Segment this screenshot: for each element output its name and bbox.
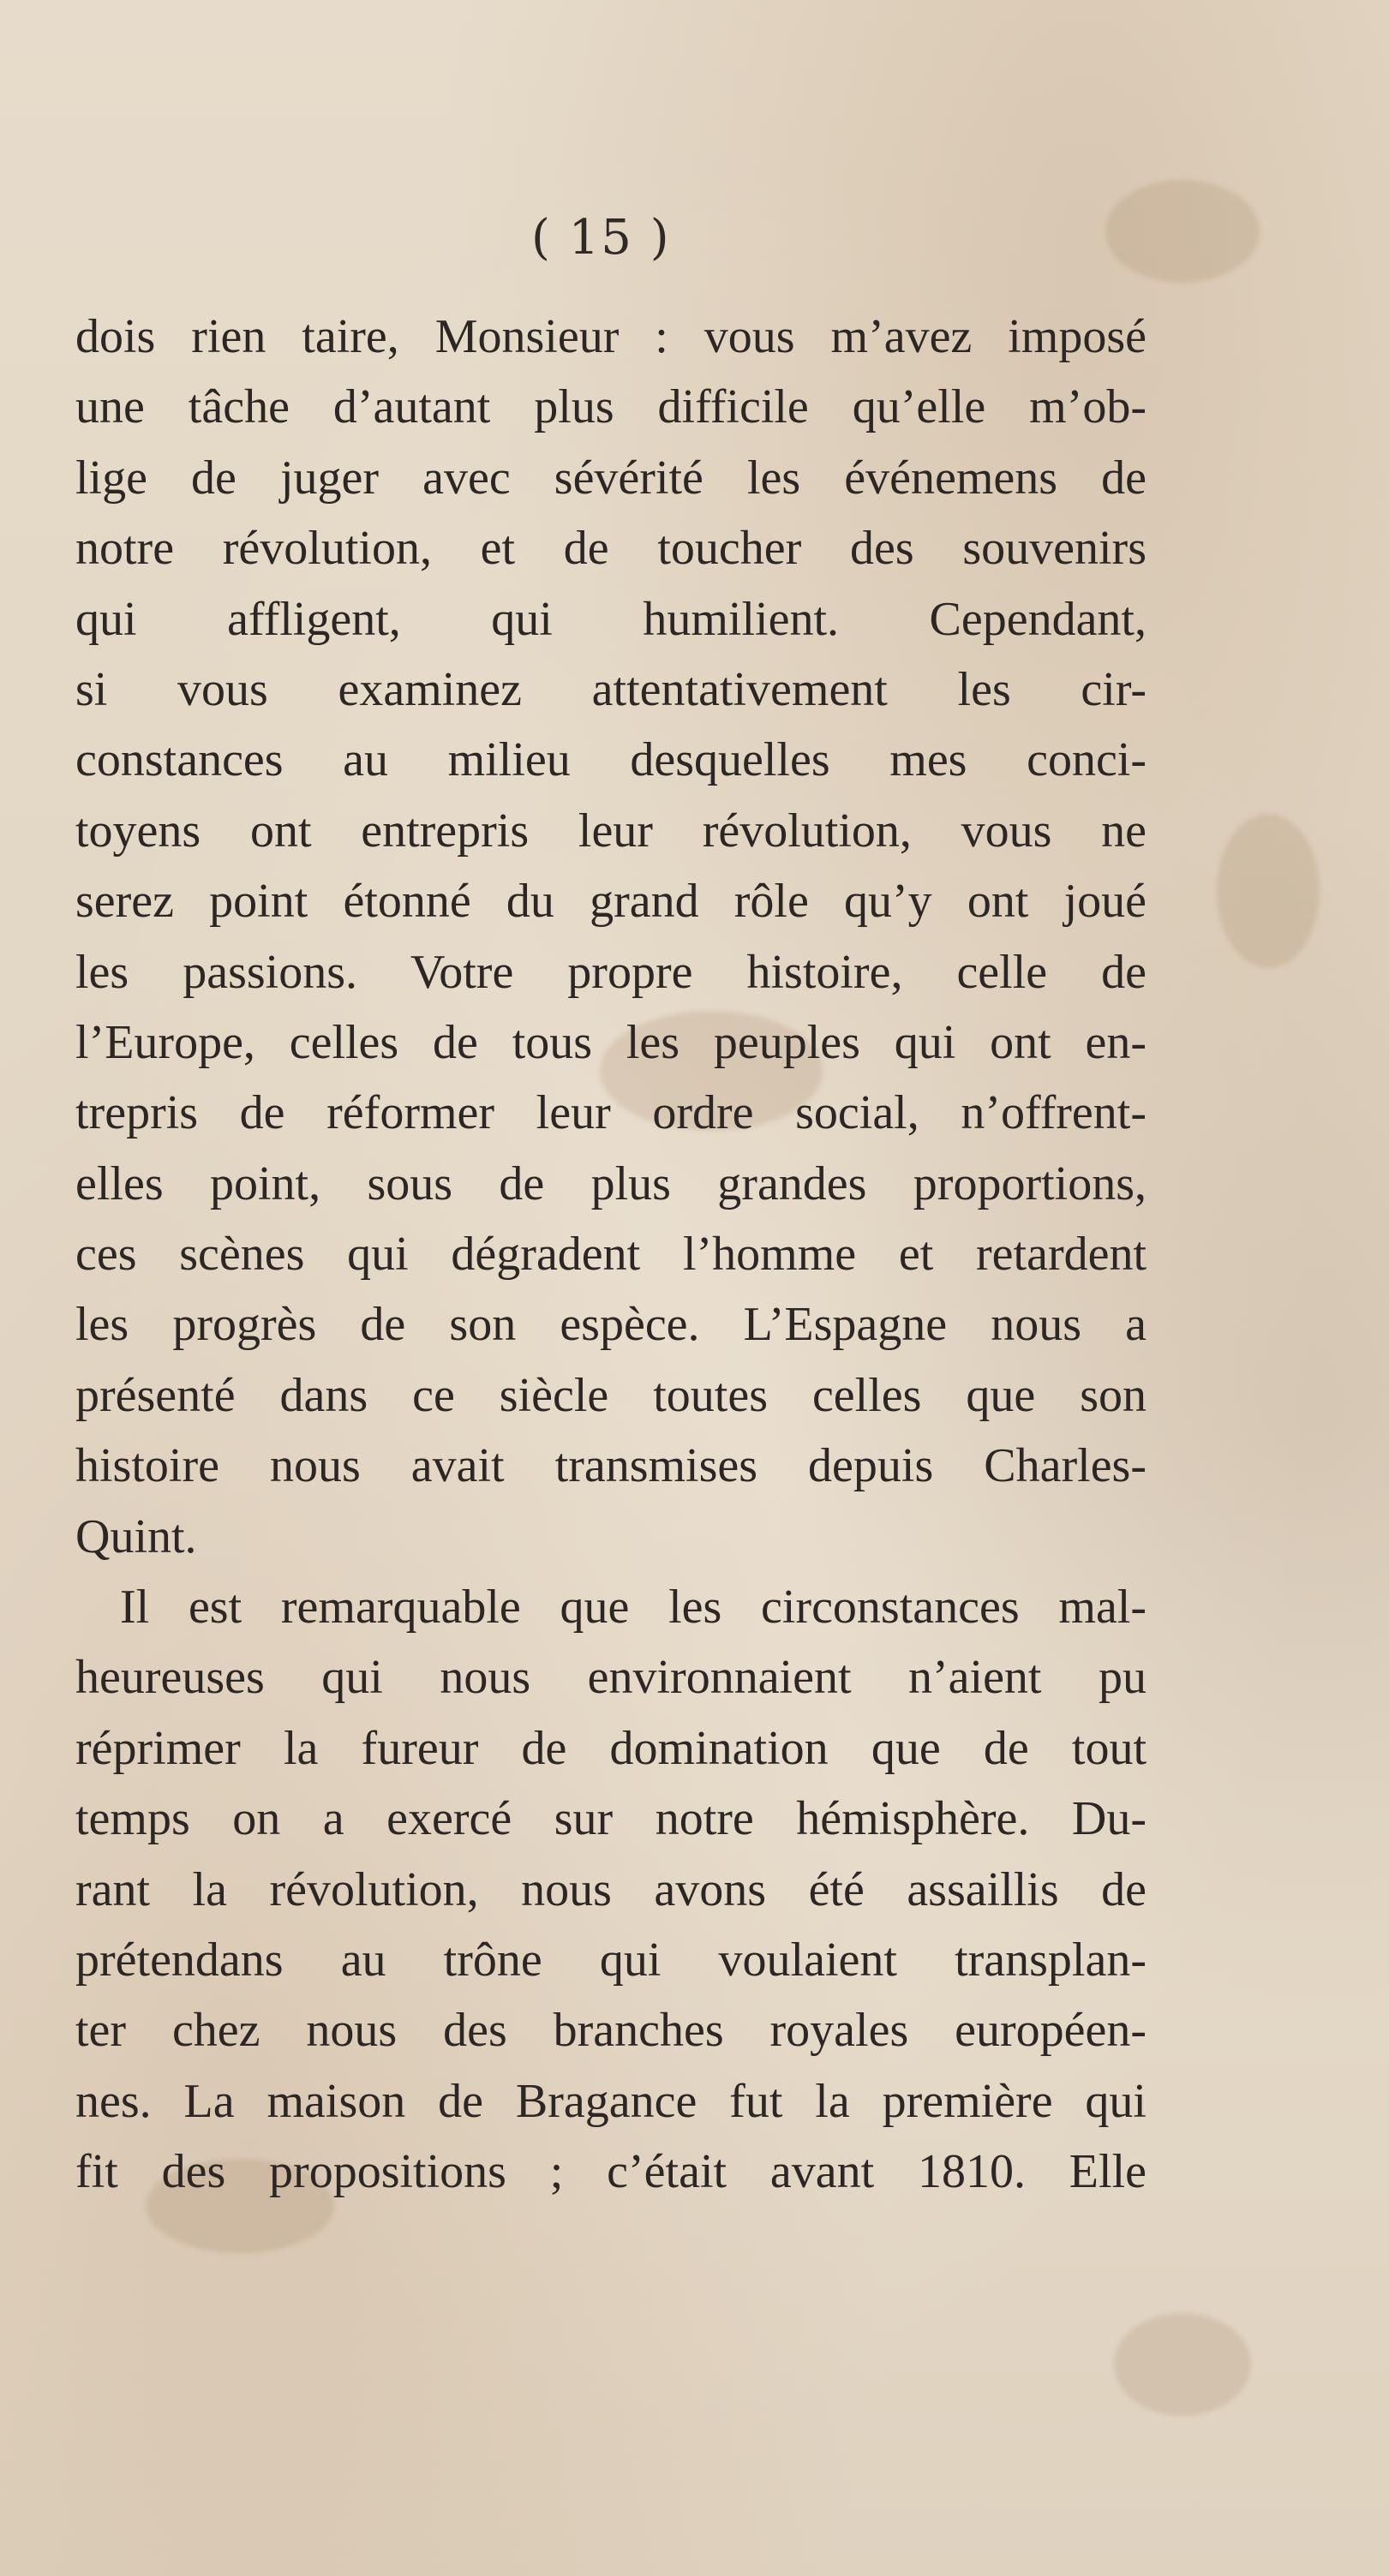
text-line: dois rien taire, Monsieur : vous m’avez imposé — [75, 310, 1147, 363]
paragraph — [75, 302, 1147, 1572]
text-line: une tâche d’autant plus difficile qu’elle m’ob- — [75, 380, 1147, 434]
text-line: Il est remarquable que les circonstances mal- — [120, 1581, 1147, 1635]
text-line: elles point, sous de plus grandes proportions, — [75, 1157, 1147, 1210]
text-line: Quint. — [75, 1509, 197, 1563]
text-line: les progrès de son espèce. L’Espagne nous a — [75, 1298, 1147, 1352]
text-line: toyens ont entrepris leur révolution, vous ne — [75, 804, 1147, 858]
text-line: lige de juger avec sévérité les événemens de — [75, 451, 1147, 505]
text-line: ter chez nous des branches royales européen- — [75, 2004, 1147, 2058]
text-line: présenté dans ce siècle toutes celles que son — [75, 1368, 1147, 1422]
page-number: ( 15 ) — [531, 210, 671, 266]
text-line: heureuses qui nous environnaient n’aient pu — [75, 1651, 1147, 1705]
paper-stain — [1217, 814, 1320, 968]
text-line: prétendans au trône qui voulaient transplan- — [75, 1933, 1147, 1987]
text-line: réprimer la fureur de domination que de tout — [75, 1721, 1147, 1775]
text-line: nes. La maison de Bragance fut la première qui — [75, 2074, 1147, 2128]
paper-stain — [1105, 180, 1260, 283]
paper-stain — [1114, 2313, 1251, 2416]
paragraph — [75, 1572, 1147, 2208]
text-line: histoire nous avait transmises depuis Charles- — [75, 1439, 1147, 1493]
text-line: si vous examinez attentativement les cir- — [75, 662, 1147, 716]
text-line: ces scènes qui dégradent l’homme et retardent — [75, 1228, 1147, 1282]
text-line: qui affligent, qui humilient. Cependant, — [75, 592, 1147, 646]
text-line: les passions. Votre propre histoire, celle de — [75, 945, 1147, 999]
text-line: notre révolution, et de toucher des souvenirs — [75, 522, 1147, 576]
text-line: l’Europe, celles de tous les peuples qui ont en- — [75, 1015, 1147, 1069]
body-text — [75, 302, 1147, 2208]
text-line: temps on a exercé sur notre hémisphère. Du- — [75, 1792, 1147, 1846]
text-line: serez point étonné du grand rôle qu’y ont joué — [75, 875, 1147, 929]
text-line: trepris de réformer leur ordre social, n’offrent- — [75, 1086, 1147, 1140]
text-line: constances au milieu desquelles mes conci- — [75, 733, 1147, 787]
text-line: fit des propositions ; c’était avant 1810. Elle — [75, 2145, 1147, 2199]
text-line: rant la révolution, nous avons été assaillis de — [75, 1862, 1147, 1916]
